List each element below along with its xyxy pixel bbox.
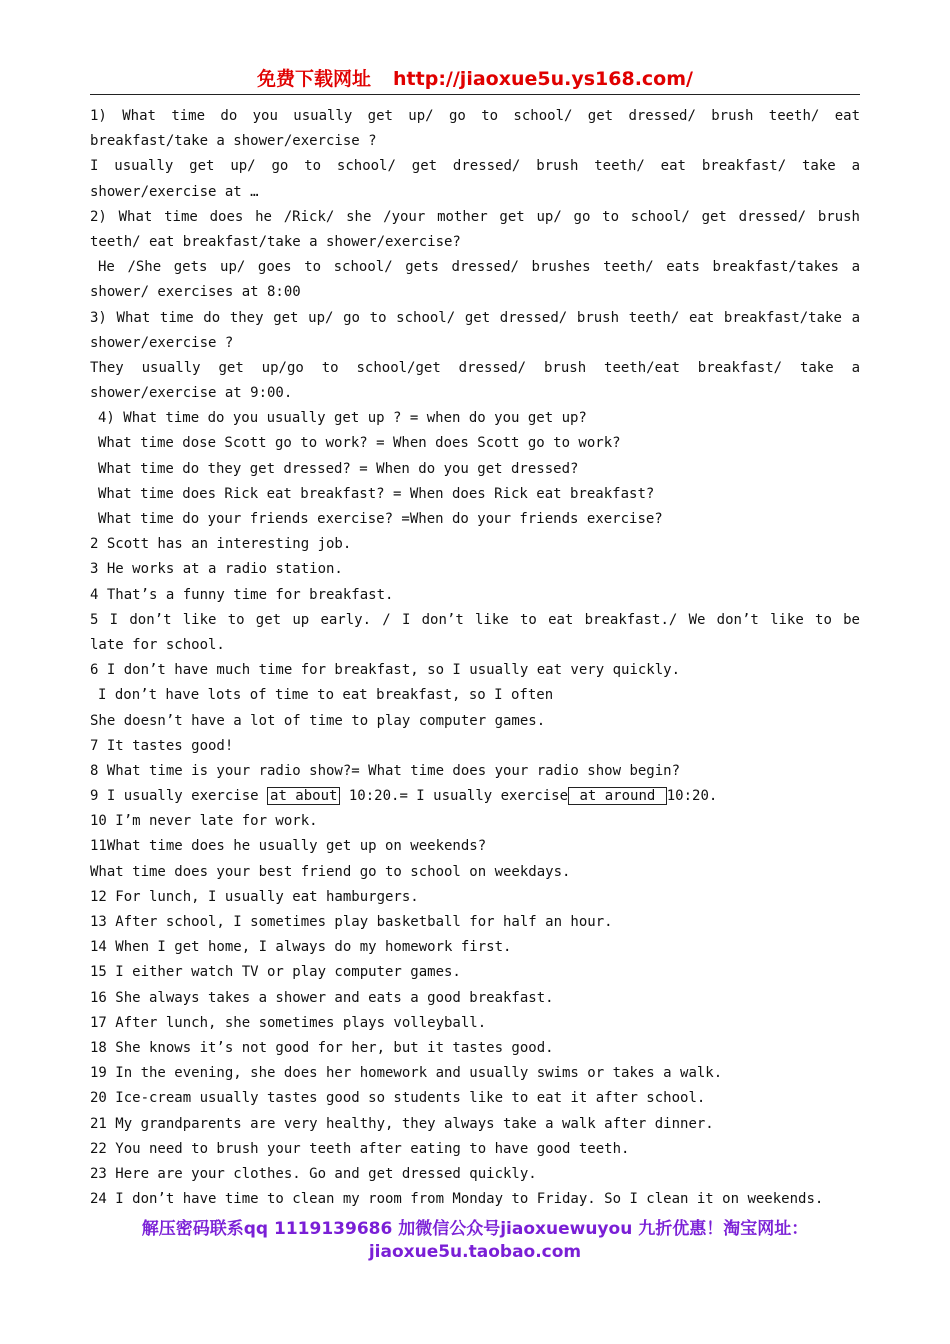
text-line: 1) What time do you usually get up/ go to school/ get dressed/ brush teeth/ eat [90,108,860,124]
text-line: 7 It tastes good! [90,737,234,754]
text-line: What time does your best friend go to school on weekdays. [90,863,571,880]
text-line: What time do they get dressed? = When do you get dressed? [98,460,579,477]
text-line: 6 I don’t have much time for breakfast, so I usually eat very quickly. [90,662,681,679]
text-line: 12 For lunch, I usually eat hamburgers. [90,888,419,905]
text-line: 11What time does he usually get up on weekends? [90,838,487,855]
text-line: What time does Rick eat breakfast? = When does Rick eat breakfast? [98,485,655,502]
text-line: 14 When I get home, I always do my homework first. [90,939,512,956]
text-line: 23 Here are your clothes. Go and get dressed quickly. [90,1165,537,1182]
text-line: breakfast/take a shower/exercise ? [90,133,377,150]
text-line: shower/exercise ? [90,334,234,351]
boxed-phrase: at around [568,787,667,805]
text-line: 10 I’m never late for work. [90,813,318,830]
text-line: 13 After school, I sometimes play basketball for half an hour. [90,914,613,930]
text-line: I usually get up/ go to school/ get dressed/ brush teeth/ eat breakfast/ take a [90,158,860,175]
text-line: 2 Scott has an interesting job. [90,536,352,553]
text-line: What time dose Scott go to work? = When does Scott go to work? [98,435,621,452]
footer-contact: 解压密码联系qq 1119139686 加微信公众号jiaoxuewuyou 九折优惠！淘宝网址：jiaoxue5u.taobao.com [141,1219,809,1262]
header-url-link[interactable]: http://jiaoxue5u.ys168.com/ [393,68,693,90]
text-line: shower/exercise at 9:00. [90,385,293,402]
text-line: I don’t have lots of time to eat breakfast, so I often [98,687,554,704]
text-line: 18 She knows it’s not good for her, but it tastes good. [90,1039,554,1056]
text-line [90,784,860,809]
text-line: 4) What time do you usually get up ? = when do you get up? [98,410,587,427]
text-line: She doesn’t have a lot of time to play computer games. [90,712,546,729]
boxed-phrase: at about [267,787,340,805]
text-line: 15 I either watch TV or play computer games. [90,964,461,981]
text-line: 4 That’s a funny time for breakfast. [90,586,394,603]
text-line: 2) What time does he /Rick/ she /your mother get up/ go to school/ get dressed/ brush [90,208,860,225]
text-line: 5 I don’t like to get up early. / I don’t like to eat breakfast./ We don’t like to be [90,611,860,628]
text-line: 21 My grandparents are very healthy, they always take a walk after dinner. [90,1115,714,1132]
text-line: They usually get up/go to school/get dressed/ brush teeth/eat breakfast/ take a [90,359,860,376]
text-line: 17 After lunch, she sometimes plays volleyball. [90,1014,487,1031]
text-line: shower/ exercises at 8:00 [90,284,301,301]
text-line: 3 He works at a radio station. [90,561,343,578]
text-line: shower/exercise at … [90,183,259,200]
text-line: teeth/ eat breakfast/take a shower/exercise? [90,233,461,250]
text-segment: 10:20.= I usually exercise [340,788,569,805]
download-url-header [90,66,860,95]
text-line: 3) What time do they get up/ go to school/ get dressed/ brush teeth/ eat breakfast/take a [90,309,860,326]
text-line: late for school. [90,636,225,653]
text-line: 16 She always takes a shower and eats a good breakfast. [90,989,554,1006]
text-line: 8 What time is your radio show?= What time does your radio show begin? [90,762,681,779]
text-line: 24 I don’t have time to clean my room from Monday to Friday. So I clean it on weekends. [90,1191,824,1208]
text-line: 19 In the evening, she does her homework and usually swims or takes a walk. [90,1065,723,1082]
document-body [90,104,860,1212]
text-segment: 9 I usually exercise [90,788,268,805]
text-line: What time do your friends exercise? =When do your friends exercise? [98,511,663,527]
header-label: 免费下载网址 [257,68,372,90]
text-line: 20 Ice-cream usually tastes good so students like to eat it after school. [90,1090,706,1107]
text-segment: 10:20. [666,788,718,805]
text-line: 22 You need to brush your teeth after eating to have good teeth. [90,1140,630,1157]
text-line: He /She gets up/ goes to school/ gets dressed/ brushes teeth/ eats breakfast/takes a [98,259,860,276]
